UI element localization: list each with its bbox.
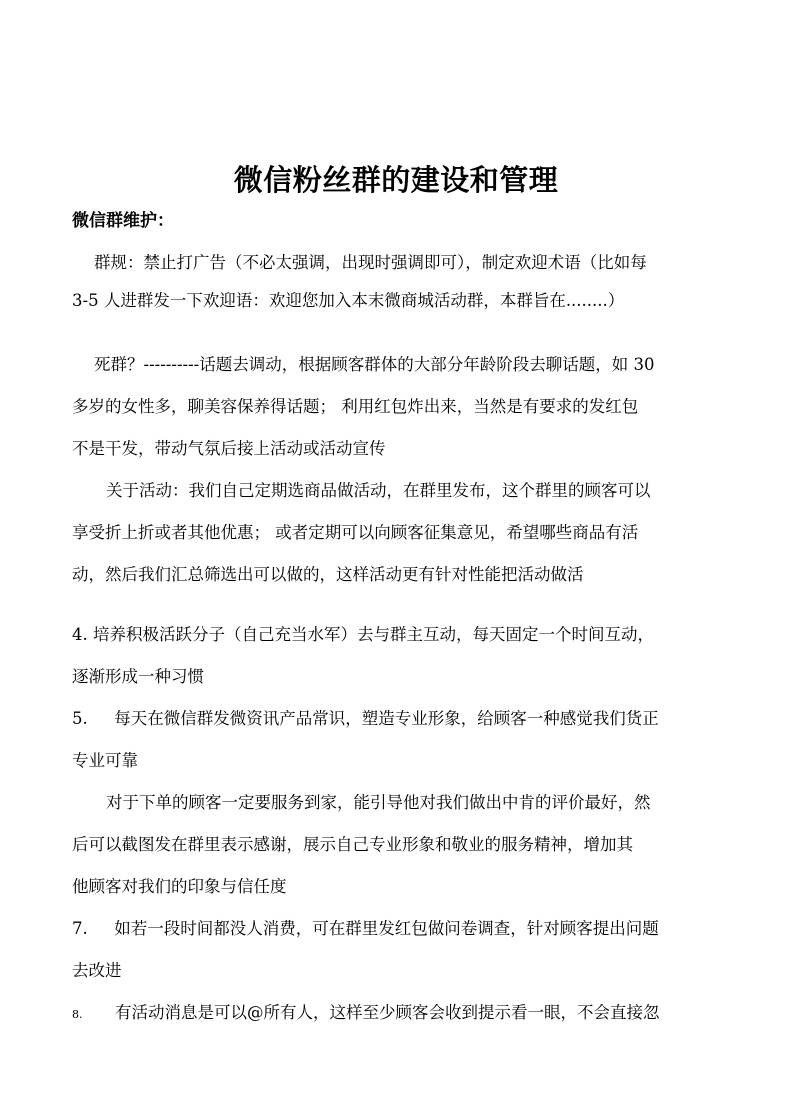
paragraph-line: 后可以截图发在群里表示感谢，展示自己专业形象和敬业的服务精神，增加其 — [72, 835, 633, 854]
list-number: 8. — [72, 1008, 83, 1021]
paragraph-line: 多岁的女性多，聊美容保养得话题； 利用红包炸出来，当然是有要求的发红包 — [72, 397, 639, 416]
page-title: 微信粉丝群的建设和管理 — [233, 163, 559, 197]
paragraph-line: 享受折上折或者其他优惠； 或者定期可以向顾客征集意见，希望哪些商品有活 — [72, 523, 639, 542]
list-item-line: 逐渐形成一种习惯 — [72, 667, 204, 686]
list-item-line: 专业可靠 — [72, 751, 138, 770]
paragraph-line: 他顾客对我们的印象与信任度 — [72, 877, 287, 896]
paragraph-line: 3-5 人进群发一下欢迎语：欢迎您加入本末微商城活动群，本群旨在........） — [72, 291, 625, 310]
list-number: 5. — [72, 709, 88, 728]
list-number: 7. — [72, 919, 88, 938]
list-item-line — [72, 914, 722, 944]
list-item-text: 如若一段时间都没人消费，可在群里发红包做问卷调查，针对顾客提出问题 — [114, 919, 659, 938]
paragraph-line: 关于活动：我们自己定期选商品做活动，在群里发布，这个群里的顾客可以 — [106, 481, 651, 500]
list-item-line: 4. 培养积极活跃分子（自己充当水军）去与群主互动，每天固定一个时间互动， — [72, 625, 654, 644]
list-item-line: 去改进 — [72, 961, 122, 980]
paragraph-line: 群规：禁止打广告（不必太强调，出现时强调即可），制定欢迎术语（比如每 — [94, 253, 647, 272]
list-item-line — [72, 998, 722, 1030]
section-heading: 微信群维护： — [72, 211, 174, 231]
list-item-text: 有活动消息是可以@所有人，这样至少顾客会收到提示看一眼，不会直接忽 — [115, 1003, 660, 1022]
list-item-line — [72, 704, 722, 734]
list-item-text: 每天在微信群发微资讯产品常识，塑造专业形象，给顾客一种感觉我们货正 — [114, 709, 659, 728]
paragraph-line: 死群？----------话题去调动，根据顾客群体的大部分年龄阶段去聊话题，如 30 — [94, 355, 655, 374]
paragraph-line: 动，然后我们汇总筛选出可以做的，这样活动更有针对性能把活动做活 — [72, 565, 584, 584]
paragraph-line: 对于下单的顾客一定要服务到家，能引导他对我们做出中肯的评价最好，然 — [106, 793, 651, 812]
paragraph-line: 不是干发，带动气氛后接上活动或活动宣传 — [72, 439, 386, 458]
